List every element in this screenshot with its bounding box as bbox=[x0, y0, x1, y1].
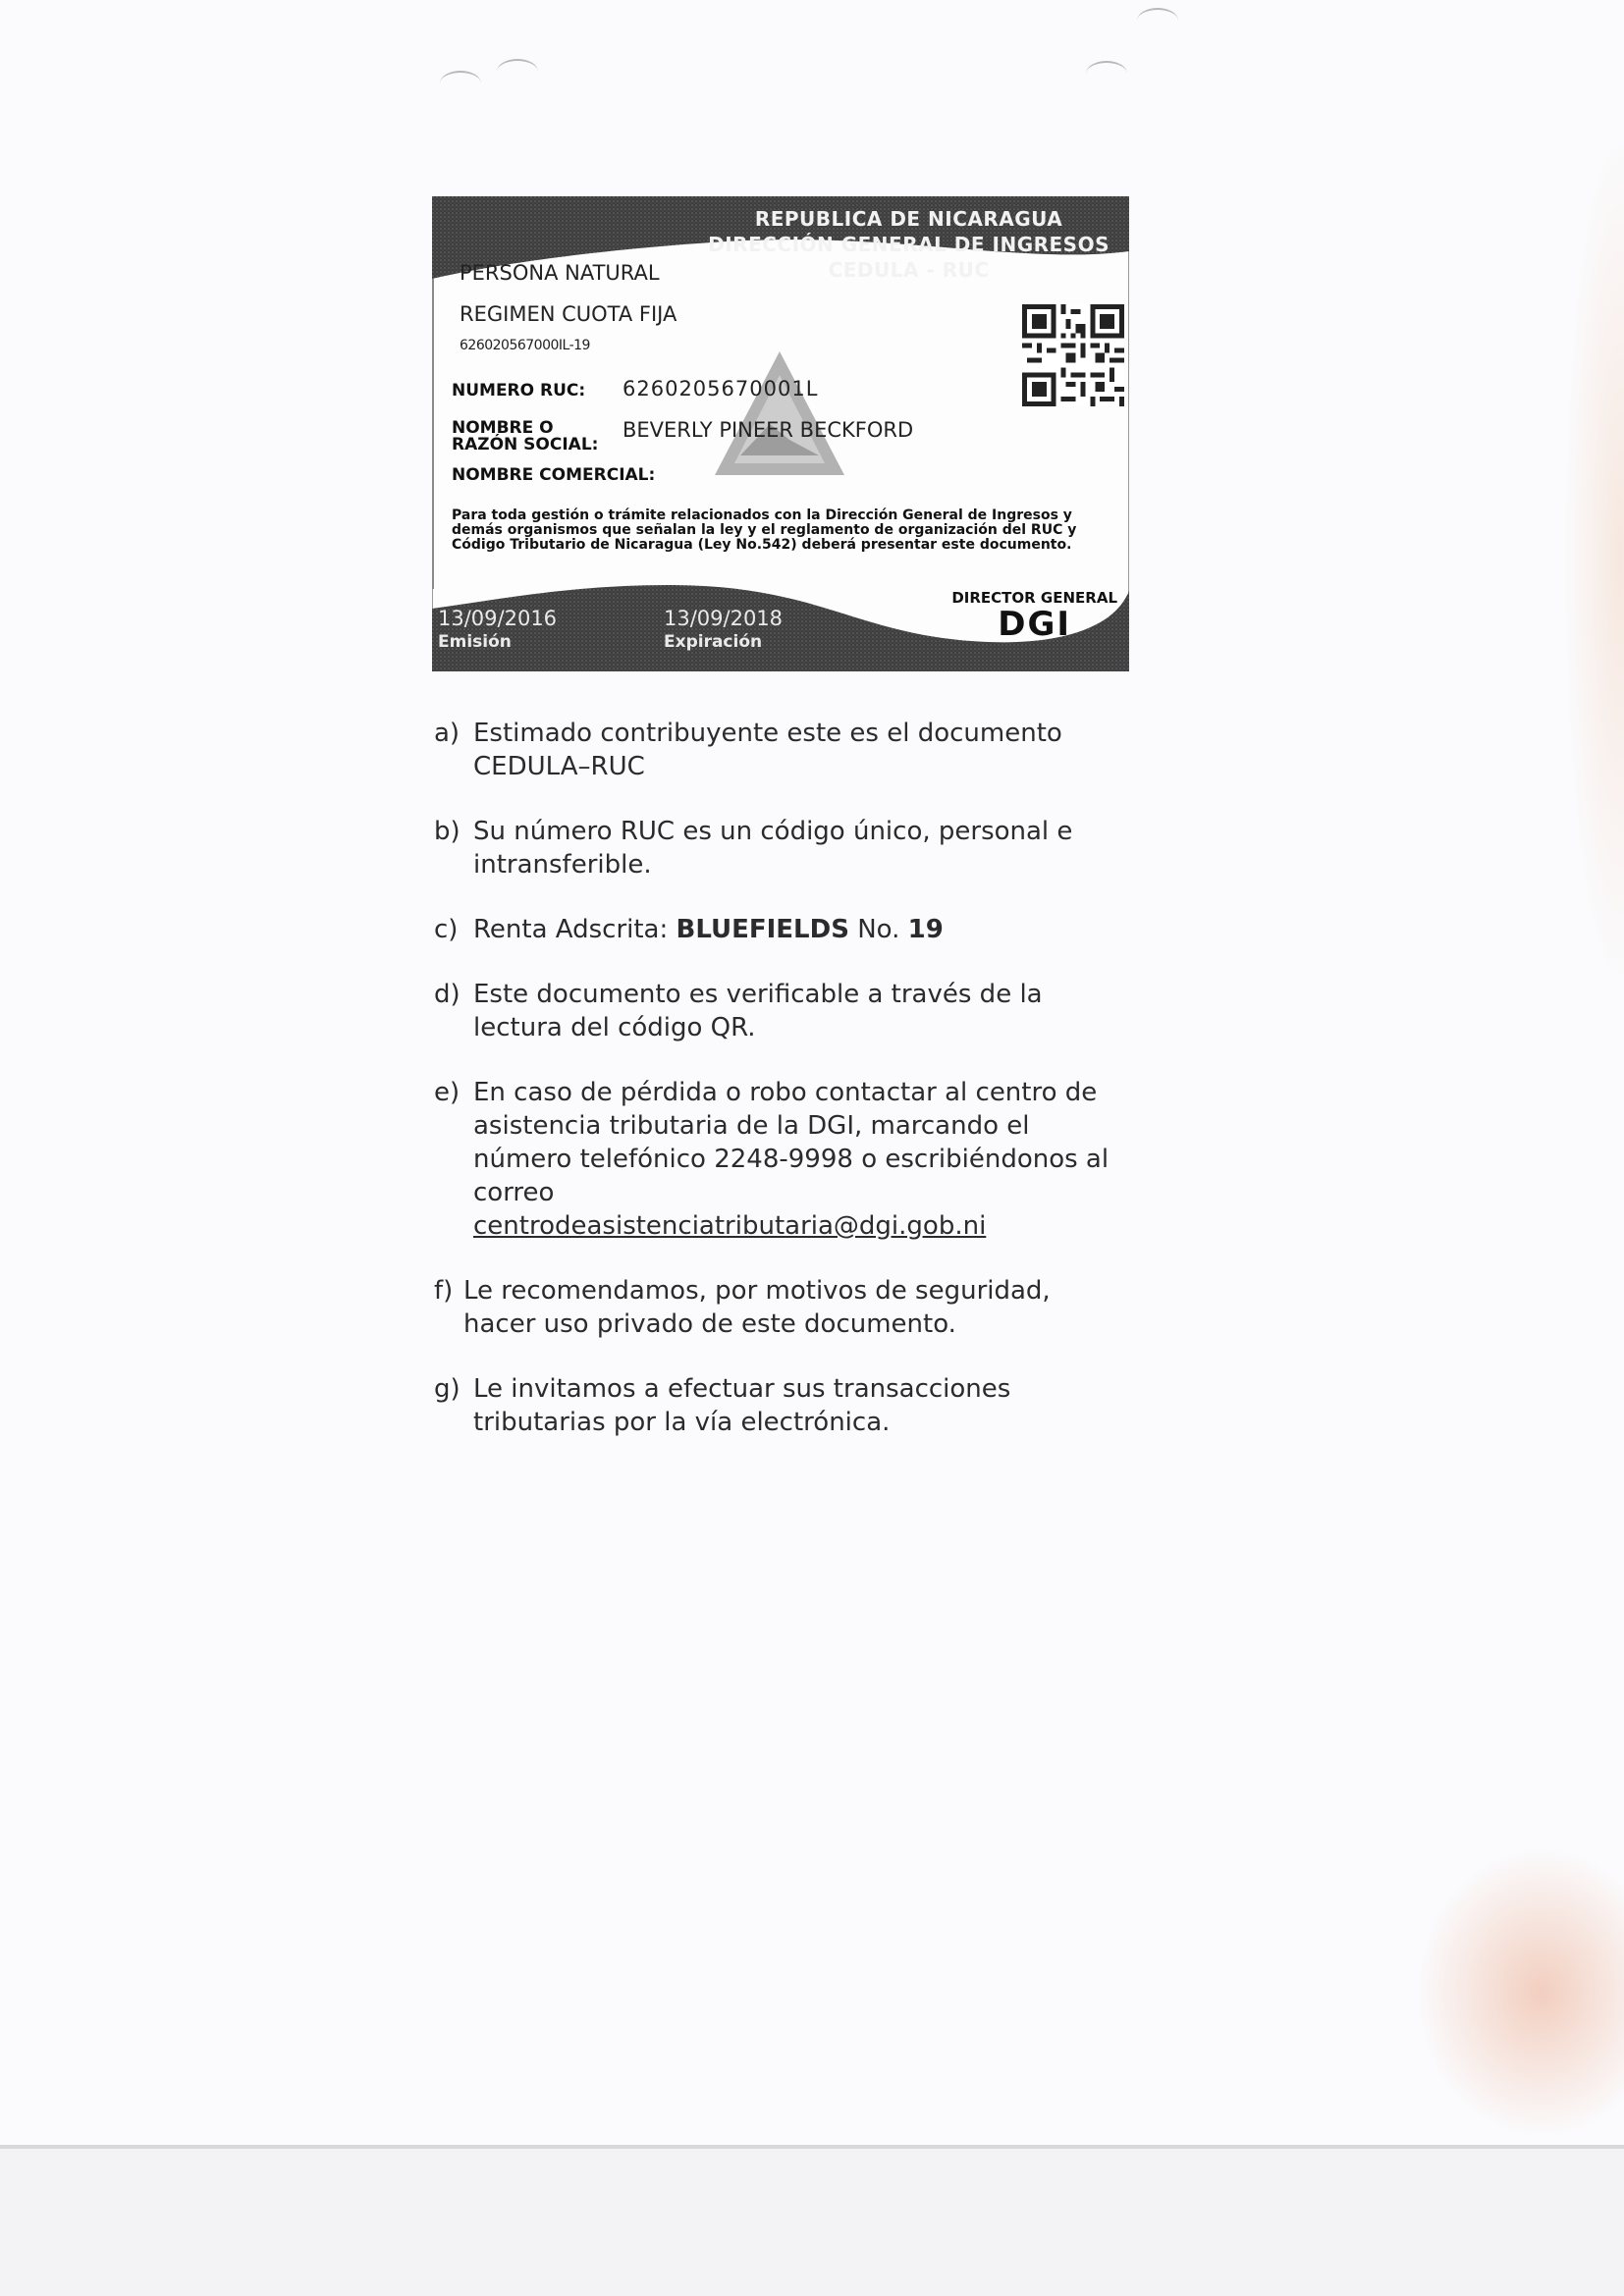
list-item bbox=[434, 913, 1141, 946]
list-item-text bbox=[473, 1076, 1141, 1243]
list-marker: e) bbox=[434, 1078, 460, 1107]
list-marker: d) bbox=[434, 980, 460, 1009]
tax-office-no-label: No. bbox=[857, 915, 900, 944]
list-item bbox=[434, 1372, 1141, 1439]
commercial-name-label: NOMBRE COMERCIAL: bbox=[452, 465, 656, 485]
director-signature-block bbox=[951, 589, 1117, 644]
director-agency: DGI bbox=[998, 605, 1072, 644]
person-type: PERSONA NATURAL bbox=[460, 261, 660, 285]
expiry-date-value: 13/09/2018 bbox=[664, 607, 784, 630]
punch-hole-mark bbox=[497, 59, 538, 84]
list-item bbox=[434, 978, 1141, 1044]
info-list bbox=[434, 717, 1141, 1470]
list-item-text: Le recomendamos, por motivos de seguridad, hacer uso privado de este documento. bbox=[463, 1276, 1051, 1339]
ruc-number-value: 6260205670001L bbox=[623, 377, 819, 400]
contact-text: En caso de pérdida o robo contactar al centro de asistencia tributaria de la DGI, marcando el número telefónico 2248-9998 o escribiéndonos al correo bbox=[473, 1078, 1110, 1207]
list-marker: c) bbox=[434, 915, 459, 944]
list-item-text: Le invitamos a efectuar sus transacciones tributarias por la vía electrónica. bbox=[473, 1374, 1011, 1437]
card-notice: Para toda gestión o trámite relacionados con la Dirección General de Ingresos y demás organismos que señalan la ley y el reglamento de organización del RUC y Código Tributario de Nicaragua (Ley No.542) deberá presentar este documento. bbox=[452, 507, 1077, 553]
punch-hole-mark bbox=[1137, 8, 1178, 33]
list-item bbox=[434, 815, 1141, 881]
card-header bbox=[708, 206, 1110, 283]
list-marker: f) bbox=[434, 1276, 454, 1306]
card-header-doc-type: CEDULA - RUC bbox=[828, 258, 990, 282]
tax-office-prefix: Renta Adscrita: bbox=[473, 915, 669, 944]
list-item-text: Este documento es verificable a través de la lectura del código QR. bbox=[473, 980, 1043, 1042]
card-header-agency: DIRECCIÓN GENERAL DE INGRESOS bbox=[708, 233, 1110, 256]
issue-date-value: 13/09/2016 bbox=[438, 607, 558, 630]
director-title: DIRECTOR GENERAL bbox=[951, 589, 1117, 607]
paper-stain bbox=[1561, 118, 1624, 1001]
list-item bbox=[434, 1274, 1141, 1341]
support-email-link[interactable]: centrodeasistenciatributaria@dgi.gob.ni bbox=[473, 1211, 987, 1241]
card-header-country: REPUBLICA DE NICARAGUA bbox=[754, 207, 1063, 231]
punch-hole-mark bbox=[440, 71, 481, 96]
issue-date-label: Emisión bbox=[438, 632, 512, 652]
list-item-text bbox=[473, 913, 1141, 946]
expiry-date bbox=[664, 607, 783, 652]
list-marker: a) bbox=[434, 719, 460, 748]
tax-regime: REGIMEN CUOTA FIJA bbox=[460, 302, 677, 326]
business-name-value: BEVERLY PINEER BECKFORD bbox=[623, 418, 914, 442]
list-item-text: Estimado contribuyente este es el documento CEDULA–RUC bbox=[473, 719, 1062, 781]
small-ruc-code: 626020567000IL-19 bbox=[460, 338, 590, 353]
scan-background bbox=[0, 2149, 1624, 2296]
ruc-number-label: NUMERO RUC: bbox=[452, 381, 586, 400]
issue-date bbox=[438, 607, 557, 652]
tax-office-name: BLUEFIELDS bbox=[676, 915, 849, 944]
tax-office-number: 19 bbox=[907, 915, 944, 944]
business-name-label: NOMBRE O RAZÓN SOCIAL: bbox=[452, 418, 599, 454]
paper-stain bbox=[1414, 1845, 1624, 2140]
list-item-text: Su número RUC es un código único, personal e intransferible. bbox=[473, 817, 1073, 880]
cedula-ruc-card bbox=[432, 196, 1129, 671]
list-item bbox=[434, 1076, 1141, 1243]
qr-code-icon bbox=[1021, 304, 1125, 406]
list-marker: b) bbox=[434, 817, 460, 846]
list-item bbox=[434, 717, 1141, 783]
list-marker: g) bbox=[434, 1374, 460, 1404]
punch-hole-mark bbox=[1086, 61, 1127, 86]
nicaragua-emblem-icon bbox=[711, 346, 848, 483]
expiry-date-label: Expiración bbox=[664, 632, 763, 652]
